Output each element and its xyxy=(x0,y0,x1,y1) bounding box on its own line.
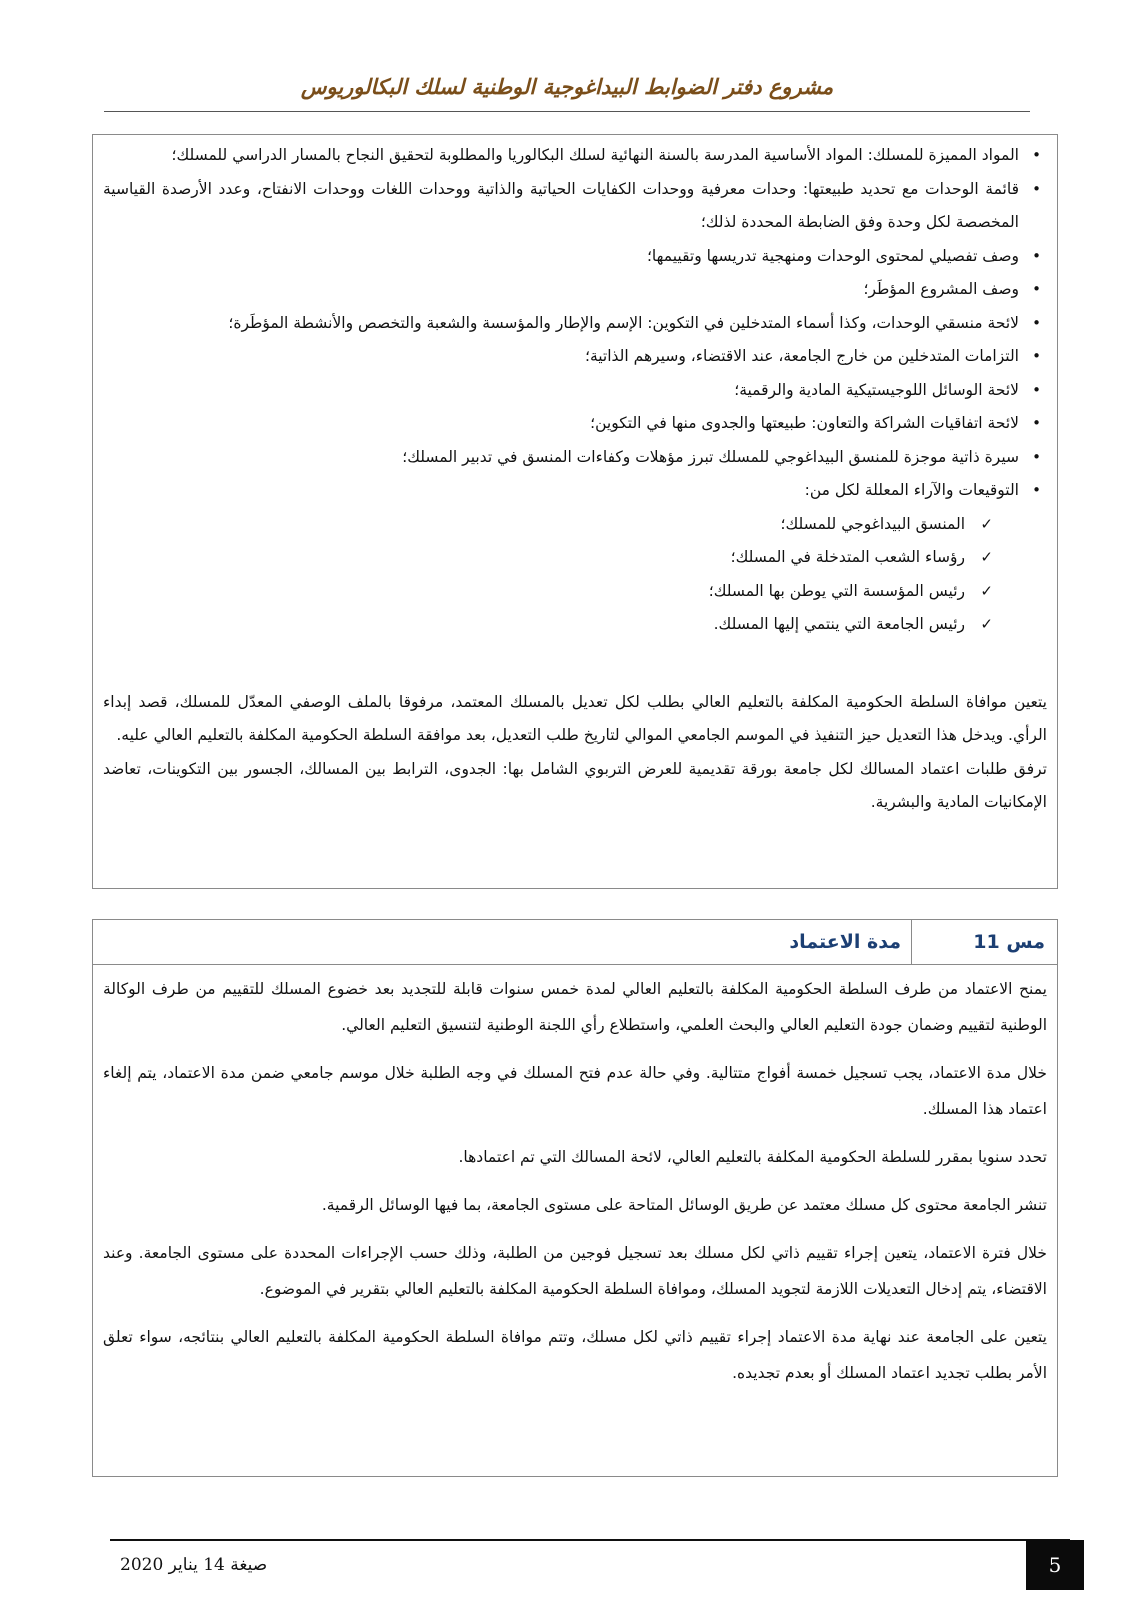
article-paragraph: يتعين على الجامعة عند نهاية مدة الاعتماد إجراء تقييم ذاتي لكل مسلك، وتتم موافاة السلطة الحكومية المكلفة بالتعليم العالي بنتائجه، سواء تعلق الأمر بطلب تجديد اعتماد المسلك أو بعدم تجديده. xyxy=(103,1328,1047,1382)
list-item: • لائحة اتفاقيات الشراكة والتعاون: طبيعتها والجدوى منها في التكوين؛ xyxy=(103,407,1047,441)
list-item: • المواد المميزة للمسلك: المواد الأساسية المدرسة بالسنة النهائية لسلك البكالوريا والمطلوبة لتحقيق النجاح بالمسار الدراسي للمسلك؛ xyxy=(103,139,1047,173)
check-mark-icon: ✓ xyxy=(980,581,993,600)
bullet-dot-icon: • xyxy=(1032,380,1041,399)
list-item: • لائحة الوسائل اللوجيستيكية المادية والرقمية؛ xyxy=(103,374,1047,408)
bullet-dot-icon: • xyxy=(1032,179,1041,198)
accreditation-request-paragraph: ترفق طلبات اعتماد المسالك لكل جامعة بورقة تقديمية للعرض التربوي الشامل بها: الجدوى، الترابط بين المسالك، الجسور بين التكوينات، تعاضد الإمكانيات المادية والبشرية. xyxy=(103,759,1047,811)
bullet-dot-icon: • xyxy=(1032,146,1041,164)
bullet-dot-icon: • xyxy=(1032,347,1041,365)
list-item: • وصف المشروع المؤطَر؛ xyxy=(103,273,1047,307)
page-header-title: مشروع دفتر الضوابط البيداغوجية الوطنية لسلك البكالوريوس xyxy=(300,74,834,99)
check-mark-icon: ✓ xyxy=(980,615,993,633)
article-paragraph: خلال مدة الاعتماد، يجب تسجيل خمسة أفواج متتالية. وفي حالة عدم فتح المسلك في وجه الطلبة خلال موسم جامعي ضمن مدة الاعتماد، يتم إلغاء اعتماد هذا المسلك. xyxy=(103,1064,1047,1118)
article-paragraph: تنشر الجامعة محتوى كل مسلك معتمد عن طريق الوسائل المتاحة على مستوى الجامعة، بما فيها الوسائل الرقمية. xyxy=(321,1196,1047,1214)
list-item: • سيرة ذاتية موجزة للمنسق البيداغوجي للمسلك تبرز مؤهلات وكفاءات المنسق في تدبير المسلك؛ xyxy=(103,441,1047,475)
bullet-dot-icon: • xyxy=(1032,246,1041,265)
list-item: • وصف تفصيلي لمحتوى الوحدات ومنهجية تدريسها وتقييمها؛ xyxy=(103,240,1047,274)
article-header xyxy=(93,920,1057,965)
list-item: • قائمة الوحدات مع تحديد طبيعتها: وحدات معرفية ووحدات الكفايات الحياتية والذاتية ووحدات اللغات ووحدات الانفتاح، وعدد الأرصدة القياسية المخصصة لكل وحدة وفق الضابطة المحددة لذلك؛ xyxy=(103,173,1047,240)
list-item: • لائحة منسقي الوحدات، وكذا أسماء المتدخلين في التكوين: الإسم والإطار والمؤسسة والشعبة والتخصص والأنشطة المؤطَرة؛ xyxy=(103,307,1047,341)
article-title: مدة الاعتماد xyxy=(789,931,901,953)
check-item: ✓ رئيس الجامعة التي ينتمي إليها المسلك. xyxy=(103,608,1047,642)
requirements-box xyxy=(92,134,1058,889)
article-paragraph: يمنح الاعتماد من طرف السلطة الحكومية المكلفة بالتعليم العالي لمدة خمس سنوات قابلة للتجديد بعد خضوع المسلك للتقييم من طرف الوكالة الوطنية لتقييم وضمان جودة التعليم العالي والبحث العلمي، واستطلاع رأي اللجنة الوطنية لتنسيق التعليم العالي. xyxy=(103,980,1047,1034)
signatures-list xyxy=(103,508,1047,642)
header-divider xyxy=(104,111,1030,112)
article-body xyxy=(93,965,1057,1391)
footer-divider xyxy=(110,1539,1070,1541)
list-item: • التزامات المتدخلين من خارج الجامعة، عند الاقتضاء، وسيرهم الذاتية؛ xyxy=(103,340,1047,374)
check-item: ✓ رؤساء الشعب المتدخلة في المسلك؛ xyxy=(103,541,1047,575)
list-item: • التوقيعات والآراء المعللة لكل من: xyxy=(103,474,1047,508)
check-item: ✓ رئيس المؤسسة التي يوطن بها المسلك؛ xyxy=(103,575,1047,609)
modification-paragraph: يتعين موافاة السلطة الحكومية المكلفة بالتعليم العالي بطلب لكل تعديل بالمسلك المعتمد، مرفوقا بالملف الوصفي المعدّل للمسلك، قصد إبداء الرأي. ويدخل هذا التعديل حيز التنفيذ في الموسم الجامعي الموالي لتاريخ طلب التعديل، بعد موافقة السلطة الحكومية المكلفة بالتعليم العالي عليه. xyxy=(103,692,1047,744)
bullet-dot-icon: • xyxy=(1032,481,1041,499)
bullet-dot-icon: • xyxy=(1032,313,1041,332)
footer-version-date: صيغة 14 يناير 2020 xyxy=(120,1555,268,1575)
check-mark-icon: ✓ xyxy=(980,514,993,533)
article-paragraph: خلال فترة الاعتماد، يتعين إجراء تقييم ذاتي لكل مسلك بعد تسجيل فوجين من الطلبة، وذلك حسب الإجراءات المحددة على مستوى الجامعة. وعند الاقتضاء، يتم إدخال التعديلات اللازمة لتجويد المسلك، وموافاة السلطة الحكومية المكلفة بالتعليم العالي بتقرير في الموضوع. xyxy=(103,1244,1047,1298)
bullet-dot-icon: • xyxy=(1032,414,1041,432)
bullet-dot-icon: • xyxy=(1032,447,1041,466)
page-number: 5 xyxy=(1026,1540,1084,1590)
check-mark-icon: ✓ xyxy=(980,548,993,566)
article-paragraph: تحدد سنويا بمقرر للسلطة الحكومية المكلفة بالتعليم العالي، لائحة المسالك التي تم اعتمادها. xyxy=(458,1148,1047,1166)
article-box xyxy=(92,919,1058,1477)
bullet-dot-icon: • xyxy=(1032,280,1041,298)
article-number: مس 11 xyxy=(911,920,1057,964)
requirements-list xyxy=(103,139,1047,508)
check-item: ✓ المنسق البيداغوجي للمسلك؛ xyxy=(103,508,1047,542)
